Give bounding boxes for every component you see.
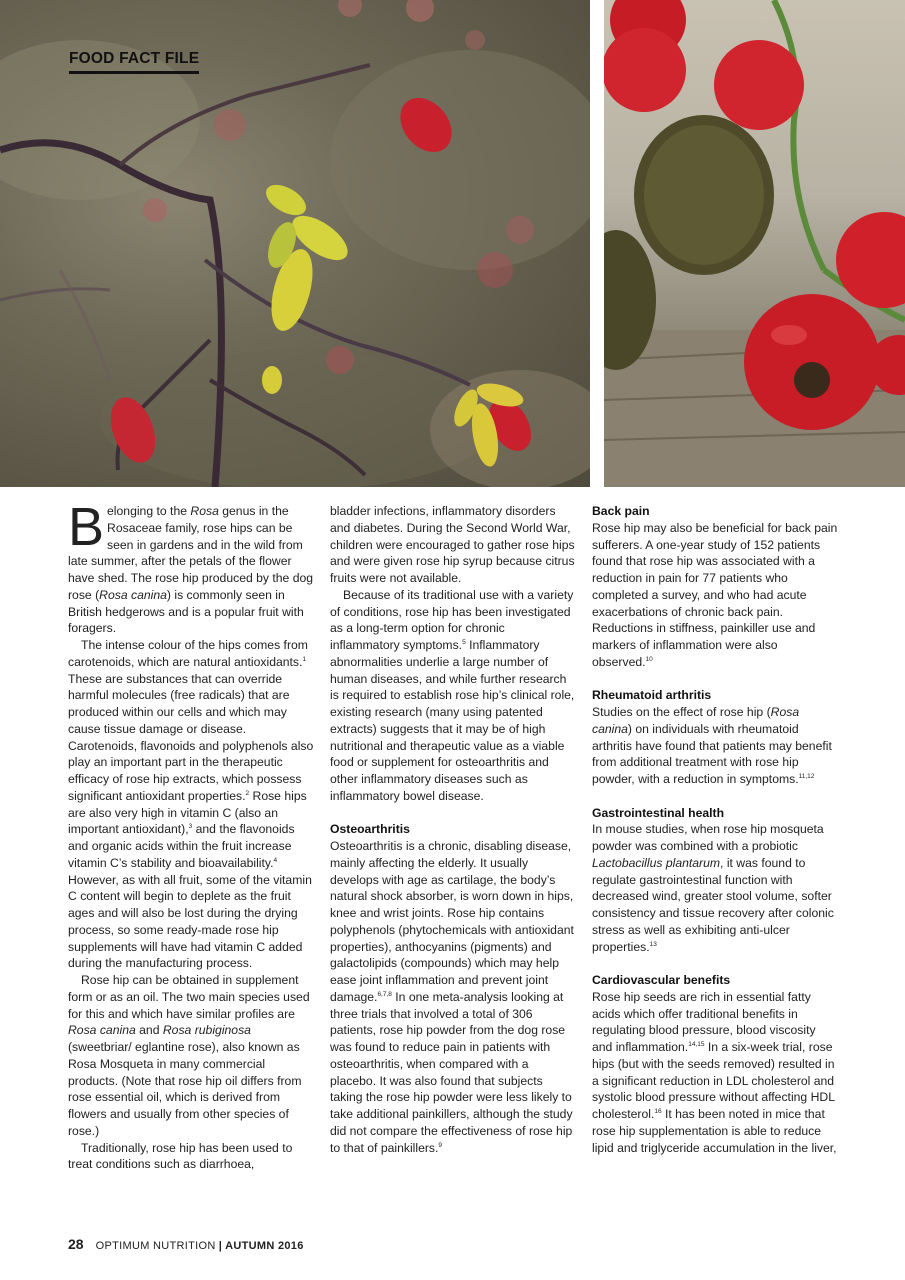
back-pain-paragraph: Rose hip may also be beneficial for back pain sufferers. A one-year study of 152 patients found that rose hip was associated with a reduction in pain for 77 patients who completed a survey, and who had acute exacerbations of chronic back pain. Reductions in stiffness, painkiller use and markers of inflammation were also observed.$^{10}$ xyxy=(592,520,838,669)
intro-paragraph: Belonging to the Rosa genus in the Rosaceae family, rose hips can be seen in gardens and in the wild from late summer, after the petals of the flower have shed. The rose hip produced by the dog rose (Rosa canina) is commonly seen in British hedgerows and is a popular fruit with foragers. xyxy=(68,497,314,636)
column-3 xyxy=(592,503,838,1156)
cardiovascular-paragraph: Rose hip seeds are rich in essential fatty acids which offer traditional benefits in regulating blood pressure, blood viscosity and inflammation.$^{14,15}$ In a six-week trial, rose hips (but with the seeds removed) resulted in a significant reduction in LDL cholesterol and systolic blood pressure without affecting HDL cholesterol.$^{16}$ It has been noted in mice that rose hip supplementation is able to reduce lipid and triglyceride accumulation in the liver, xyxy=(592,989,837,1155)
section-label: FOOD FACT FILE xyxy=(69,50,199,74)
inflammation-paragraph: Because of its traditional use with a variety of conditions, rose hip has been investigated as a long-term option for chronic inflammatory symptoms.$^5$ Inflammatory abnormalities underlie a large number of human diseases, and while further research is required to establish rose hip’s clinical role, existing research (many using patented extracts) suggests that it may be of high nutritional and therapeutic value as a viable food or supplement for osteoarthritis and other inflammatory diseases such as inflammatory bowel disease. xyxy=(330,587,575,803)
separator: | xyxy=(218,1240,223,1252)
carotenoids-paragraph: The intense colour of the hips comes from carotenoids, which are natural antioxidants.$^1$ These are substances that can override harmful molecules (free radicals) that are produced within our cells and which may cause tissue damage or disease. Carotenoids, flavonoids and polyphenols also play an important part in the therapeutic efficacy of rose hip extracts, which possess significant antioxidant properties.$^2$ Rose hips are also very high in vitamin C (also an important antioxidant),$^3$ and the flavonoids and organic acids within the fruit increase vitamin C’s stability and bioavailability.$^4$ However, as with all fruit, some of the vitamin C content will begin to deplete as the fruit ages and will also be lost during the drying process, so some ready-made rose hip supplements will have had vitamin C added during the manufacturing process. xyxy=(68,638,314,971)
rheumatoid-arthritis-heading: Rheumatoid arthritis xyxy=(592,688,712,703)
column-2 xyxy=(330,503,576,1156)
column-1 xyxy=(68,497,314,1173)
osteoarthritis-heading: Osteoarthritis xyxy=(330,822,410,837)
rose-hips-still-life-photo xyxy=(604,0,905,487)
drop-cap: B xyxy=(68,497,105,557)
back-pain-heading: Back pain xyxy=(592,504,650,518)
page-footer xyxy=(68,1236,304,1252)
osteoarthritis-paragraph: Osteoarthritis is a chronic, disabling disease, mainly affecting the elderly. It usually develops with age as cartilage, the body’s natural shock absorber, is worn down in hips, knee and wrist joints. Rose hip contains polyphenols (phytochemicals with antioxidant properties), anthocyanins (pigments) and galactolipids (compounds) which may help ease joint inflammation and prevent joint damage.$^{6,7,8}$ In one meta-analysis looking at three trials that involved a total of 306 patients, rose hip powder from the dog rose was found to reduce pain in patients with osteoarthritis, when compared with a placebo. It was also found that subjects taking the rose hip powder were less likely to take additional painkillers, although the study did not compare the effectiveness of rose hip to that of painkillers.$^9$ xyxy=(330,839,574,1155)
gastrointestinal-paragraph: In mouse studies, when rose hip mosqueta powder was combined with a probiotic Lactobacillus plantarum, it was found to regulate gastrointestinal function with decreased wind, greater stool volume, softer consistency and tissue recovery after colonic stress as well as exhibiting anti-ulcer properties.$^{13}$ xyxy=(592,822,834,954)
rheumatoid-arthritis-paragraph: Studies on the effect of rose hip (Rosa canina) on individuals with rheumatoid arthritis have found that patients may benefit from additional treatment with rose hip powder, with a reduction in symptoms.$^{11,12}$ xyxy=(592,705,832,786)
gastrointestinal-heading: Gastrointestinal health xyxy=(592,805,725,820)
cardiovascular-heading: Cardiovascular benefits xyxy=(592,973,731,987)
supplement-paragraph: Rose hip can be obtained in supplement form or as an oil. The two main species used for this and which have similar profiles are Rosa canina and Rosa rubiginosa (sweetbriar/ eglantine rose), also known as Rosa Mosqueta in many commercial products. (Note that rose hip oil differs from rose essential oil, which is derived from flowers and usually from other species of rose.) xyxy=(68,973,310,1138)
publication-name: OPTIMUM NUTRITION xyxy=(95,1240,216,1252)
issue-label: AUTUMN 2016 xyxy=(225,1240,304,1252)
page-number: 28 xyxy=(68,1236,84,1252)
continued-paragraph: bladder infections, inflammatory disorders and diabetes. During the Second World War, children were encouraged to gather rose hips and were given rose hip syrup because citrus fruits were not available. xyxy=(330,504,575,585)
traditional-paragraph: Traditionally, rose hip has been used to treat conditions such as diarrhoea, xyxy=(68,1140,293,1172)
